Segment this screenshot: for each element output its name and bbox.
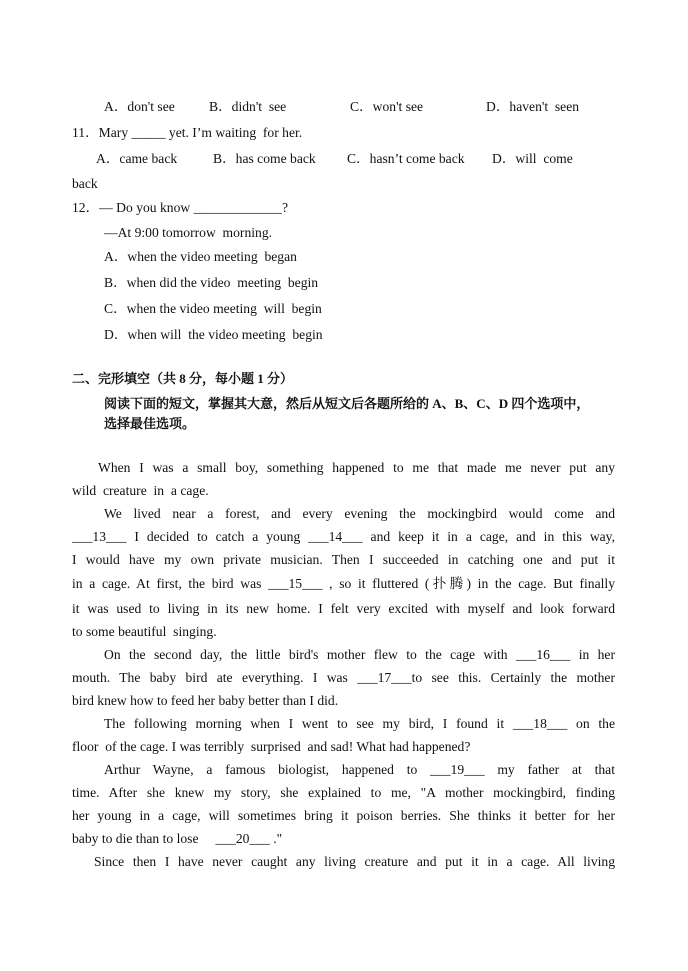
q12-option-a: A．when the video meeting began	[104, 249, 297, 264]
q11-stem: 11．Mary _____ yet. I’m waiting for her.	[72, 125, 303, 140]
passage-line: floor of the cage. I was terribly surprised and sad! What had happened?	[72, 739, 471, 754]
passage-line: to some beautiful singing.	[72, 624, 217, 639]
q10-option-a: A．don't see	[104, 99, 175, 114]
passage-line: it was used to living in its new home. I felt very excited with myself and look forward	[72, 601, 615, 616]
q11-option-c: C．hasn’t come back	[347, 151, 465, 166]
passage-line: baby to die than to lose ___20___ ."	[72, 831, 283, 846]
passage-line: We lived near a forest, and every evening the mockingbird would come and	[104, 506, 615, 521]
q12-option-c: C．when the video meeting will begin	[104, 301, 322, 316]
section-instruction-line1: 阅读下面的短文，掌握其大意，然后从短文后各题所给的 A、B、C、D 四个选项中，	[104, 396, 590, 411]
section-heading: 二、完形填空（共 8 分，每小题 1 分）	[72, 371, 294, 386]
q10-option-b: B．didn't see	[209, 99, 287, 114]
passage-line: Arthur Wayne, a famous biologist, happened to ___19___ my father at that	[104, 762, 615, 777]
q11-option-d-overflow: back	[72, 176, 98, 191]
q11-option-d: D．will come	[492, 151, 573, 166]
passage-line: ___13___ I decided to catch a young ___14___ and keep it in a cage, and in this way,	[72, 529, 615, 544]
q12-reply: —At 9:00 tomorrow morning.	[104, 225, 273, 240]
passage-line: wild creature in a cage.	[72, 483, 209, 498]
passage-line: I would have my own private musician. Then I succeeded in catching one and put it	[72, 552, 615, 567]
passage-line: mouth. The baby bird ate everything. I was ___17___to see this. Certainly the mother	[72, 670, 615, 685]
passage-line: bird knew how to feed her baby better than I did.	[72, 693, 339, 708]
q10-option-c: C．won't see	[350, 99, 424, 114]
passage-line: When I was a small boy, something happened to me that made me never put any	[98, 460, 615, 475]
q11-option-b: B．has come back	[213, 151, 316, 166]
q10-option-d: D．haven't seen	[486, 99, 580, 114]
passage-line: her young in a cage, will sometimes bring it poison berries. She thinks it better for her	[72, 808, 615, 823]
passage-line: Since then I have never caught any living creature and put it in a cage. All living	[94, 854, 615, 869]
q12-option-b: B．when did the video meeting begin	[104, 275, 319, 290]
passage-line: On the second day, the little bird's mother flew to the cage with ___16___ in her	[104, 647, 615, 662]
passage-line: The following morning when I went to see my bird, I found it ___18___ on the	[104, 716, 615, 731]
q12-option-d: D．when will the video meeting begin	[104, 327, 323, 342]
section-instruction-line2: 选择最佳选项。	[104, 416, 196, 431]
passage-line: in a cage. At first, the bird was ___15___ , so it fluttered (扑腾) in the cage. But finally	[72, 576, 615, 591]
q12-stem: 12．— Do you know _____________?	[72, 200, 288, 215]
q11-option-a: A．came back	[96, 151, 178, 166]
passage-line: time. After she knew my story, she explained to me, "A mother mockingbird, finding	[72, 785, 615, 800]
